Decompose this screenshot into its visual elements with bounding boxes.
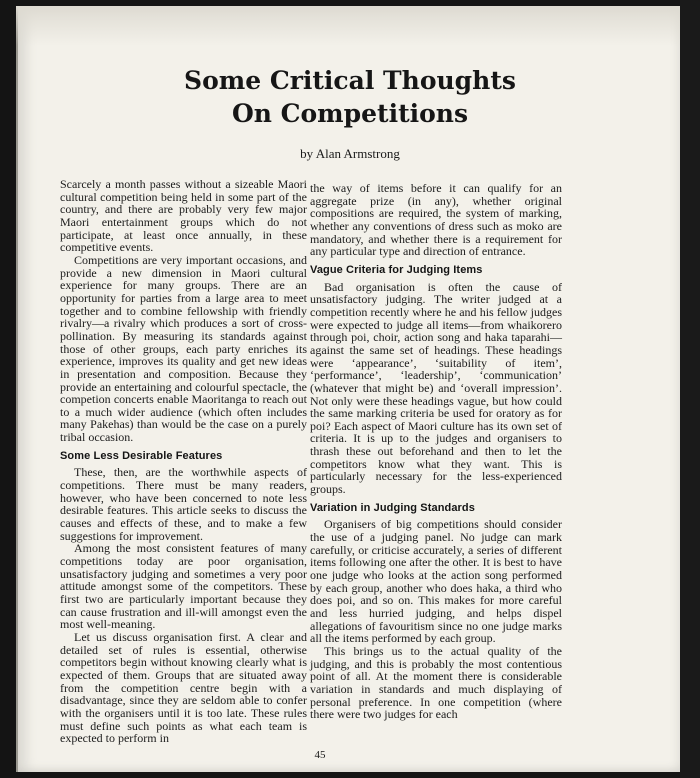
section-heading: Vague Criteria for Judging Items	[310, 263, 483, 276]
paragraph: Let us discuss organisation first. A clear and detailed set of rules is essential, otherwise competitors begin without knowing clearly what is expected of them. Groups that are situated away from the competition centre begin with a disadvantage, since they are seldom able to confer with the organisers until it is too late. These rules must define such points as what each team is expected to perform in	[60, 629, 307, 746]
right-column	[310, 182, 562, 721]
byline: by Alan Armstrong	[300, 146, 400, 161]
paragraph: Organisers of big competitions should consider the use of a judging panel. No judge can mark carefully, or criticise accurately, a series of different items following one after the other. It is best to have one judge who looks at the action song performed by each group, another who does haka, a third who does poi, and so on. This makes for more careful and less hurried judging, and helps dispel allegations of favouritism since no one judge marks all the items performed by each group.	[310, 517, 562, 646]
paragraph: These, then, are the worthwhile aspects of competitions. There must be many readers, however, who have been concerned to note less desirable features. This article seeks to discuss the causes and effects of these, and to make a few suggestions for improvement.	[60, 465, 307, 543]
scan-border	[680, 0, 700, 778]
section-heading: Some Less Desirable Features	[60, 449, 223, 462]
title-line-2: On Competitions	[231, 99, 469, 128]
paragraph: Bad organisation is often the cause of unsatisfactory judging. The writer judged at a competition recently where he and his fellow judges were expected to judge all items—from whaikorero through poi, choir, action song and haka taparahi—against the same set of headings. These headings were ‘appearance’, ‘suitability of item’, ‘performance’, ‘leadership’, ‘communication’ (whatever that might be) and ‘overall impression’. Not only were these headings vague, but how could the same marking criteria be used for oratory as for poi? Each aspect of Maori culture has its own set of criteria. It is up to the judges and organisers to thrash these out beforehand and then to let the competitors know what they want. This is particularly necessary for the less-experienced groups.	[310, 279, 562, 497]
title-line-1: Some Critical Thoughts	[184, 66, 516, 95]
paragraph: Competitions are very important occasions, and provide a new dimension in Maori cultural experience for many groups. There are an opportunity for parties from a large area to meet together and to combine fellowship with friendly rivalry—a rivalry which produces a sort of cross-pollination. By measuring its standards against those of other groups, each party enriches its experience, improves its quality and get new ideas in presentation and composition. Because they provide an entertaining and colourful spectacle, the competion concerts enable Maoritanga to reach out to a much wider audience (which often includes many Pakehas) than would be the case on a purely tribal occasion.	[60, 252, 307, 445]
paragraph: This brings us to the actual quality of the judging, and this is probably the most contentious point of all. At the moment there is considerable variation in standards and much displaying of personal preference. In one competition (where there were two judges for each	[310, 643, 562, 722]
paragraph: the way of items before it can qualify for an aggregate prize (in any), whether original compositions are required, the system of marking, whether any conventions of dress such as moko are mandatory, and whether there is a requirement for any particular type and direction of entrance.	[310, 181, 562, 259]
page-shadow	[16, 6, 682, 46]
paragraph: Among the most consistent features of many competitions today are poor organisation, unsatisfactory judging and sometimes a very poor attitude amongst some of the competitors. These first two are particularly important because they can cause frustration and ill-will amongst even the most well-meaning.	[60, 541, 307, 632]
page-number: 45	[314, 749, 326, 761]
section-heading: Variation in Judging Standards	[310, 501, 475, 514]
left-column	[60, 178, 307, 745]
article-title	[80, 64, 620, 130]
paragraph: Scarcely a month passes without a sizeable Maori cultural competition being held in some part of the country, and there are probably very few major Maori entertainment groups which do not participate, at least once annually, in these competitive events.	[60, 177, 307, 255]
